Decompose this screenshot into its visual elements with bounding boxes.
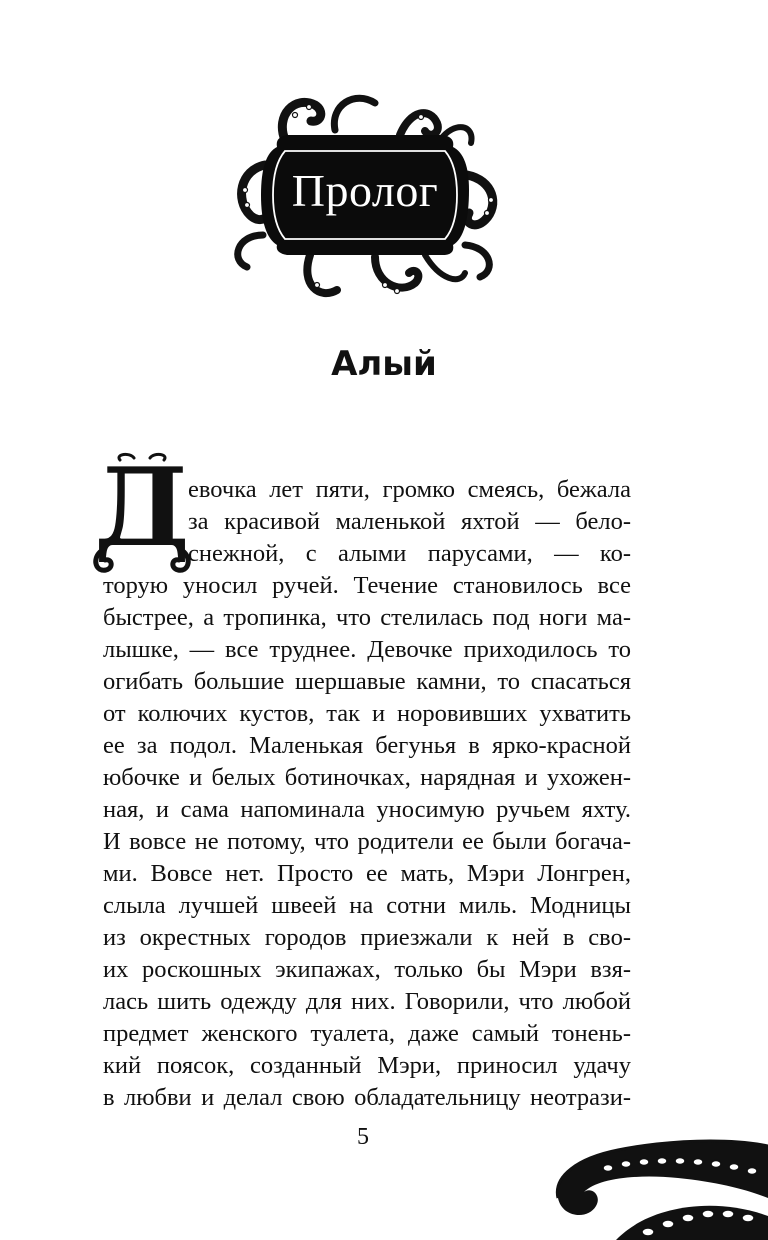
drop-cap-letter: Д: [93, 445, 191, 571]
tentacle-icon: [548, 1128, 768, 1240]
text-line: ее за подол. Маленькая бегунья в ярко-красной: [103, 732, 631, 759]
text-line: в любви и делал свою обладательницу неотрази-: [103, 1084, 631, 1111]
text-line: от колючих кустов, так и норовивших ухватить: [103, 700, 631, 727]
text-line: быстрее, а тропинка, что стелилась под ноги ма-: [103, 604, 631, 631]
text-line: за красивой маленькой яхтой — бело-: [188, 508, 631, 535]
chapter-title: Пролог: [291, 164, 439, 216]
text-line: лась шить одежду для них. Говорили, что любой: [103, 988, 631, 1015]
corner-tentacle: [548, 1128, 768, 1240]
text-line: евочка лет пяти, громко смеясь, бежала: [188, 476, 631, 503]
text-line: из окрестных городов приезжали к ней в сво-: [103, 924, 631, 951]
text-line: ная, и сама напоминала уносимую ручьем яхту.: [103, 796, 631, 823]
text-line: торую уносил ручей. Течение становилось все: [103, 572, 631, 599]
text-line: снежной, с алыми парусами, — ко-: [188, 540, 631, 567]
drop-cap: [90, 445, 194, 576]
text-line: кий поясок, созданный Мэри, приносил удачу: [103, 1052, 631, 1079]
chapter-subtitle: Алый: [331, 344, 437, 384]
text-line: предмет женского туалета, даже самый тонень-: [103, 1020, 631, 1047]
text-line: слыла лучшей швеей на сотни миль. Модницы: [103, 892, 631, 919]
page-number: 5: [357, 1124, 369, 1150]
text-line: ми. Вовсе нет. Просто ее мать, Мэри Лонгрен,: [103, 860, 631, 887]
text-line: И вовсе не потому, что родители ее были богача-: [103, 828, 631, 855]
text-line: юбочке и белых ботиночках, нарядная и ухожен-: [103, 764, 631, 791]
text-line: их роскошных экипажах, только бы Мэри взя-: [103, 956, 631, 983]
text-line: огибать большие шершавые камни, то спасаться: [103, 668, 631, 695]
chapter-banner: [225, 85, 505, 310]
text-line: лышке, — все труднее. Девочке приходилось то: [103, 636, 631, 663]
